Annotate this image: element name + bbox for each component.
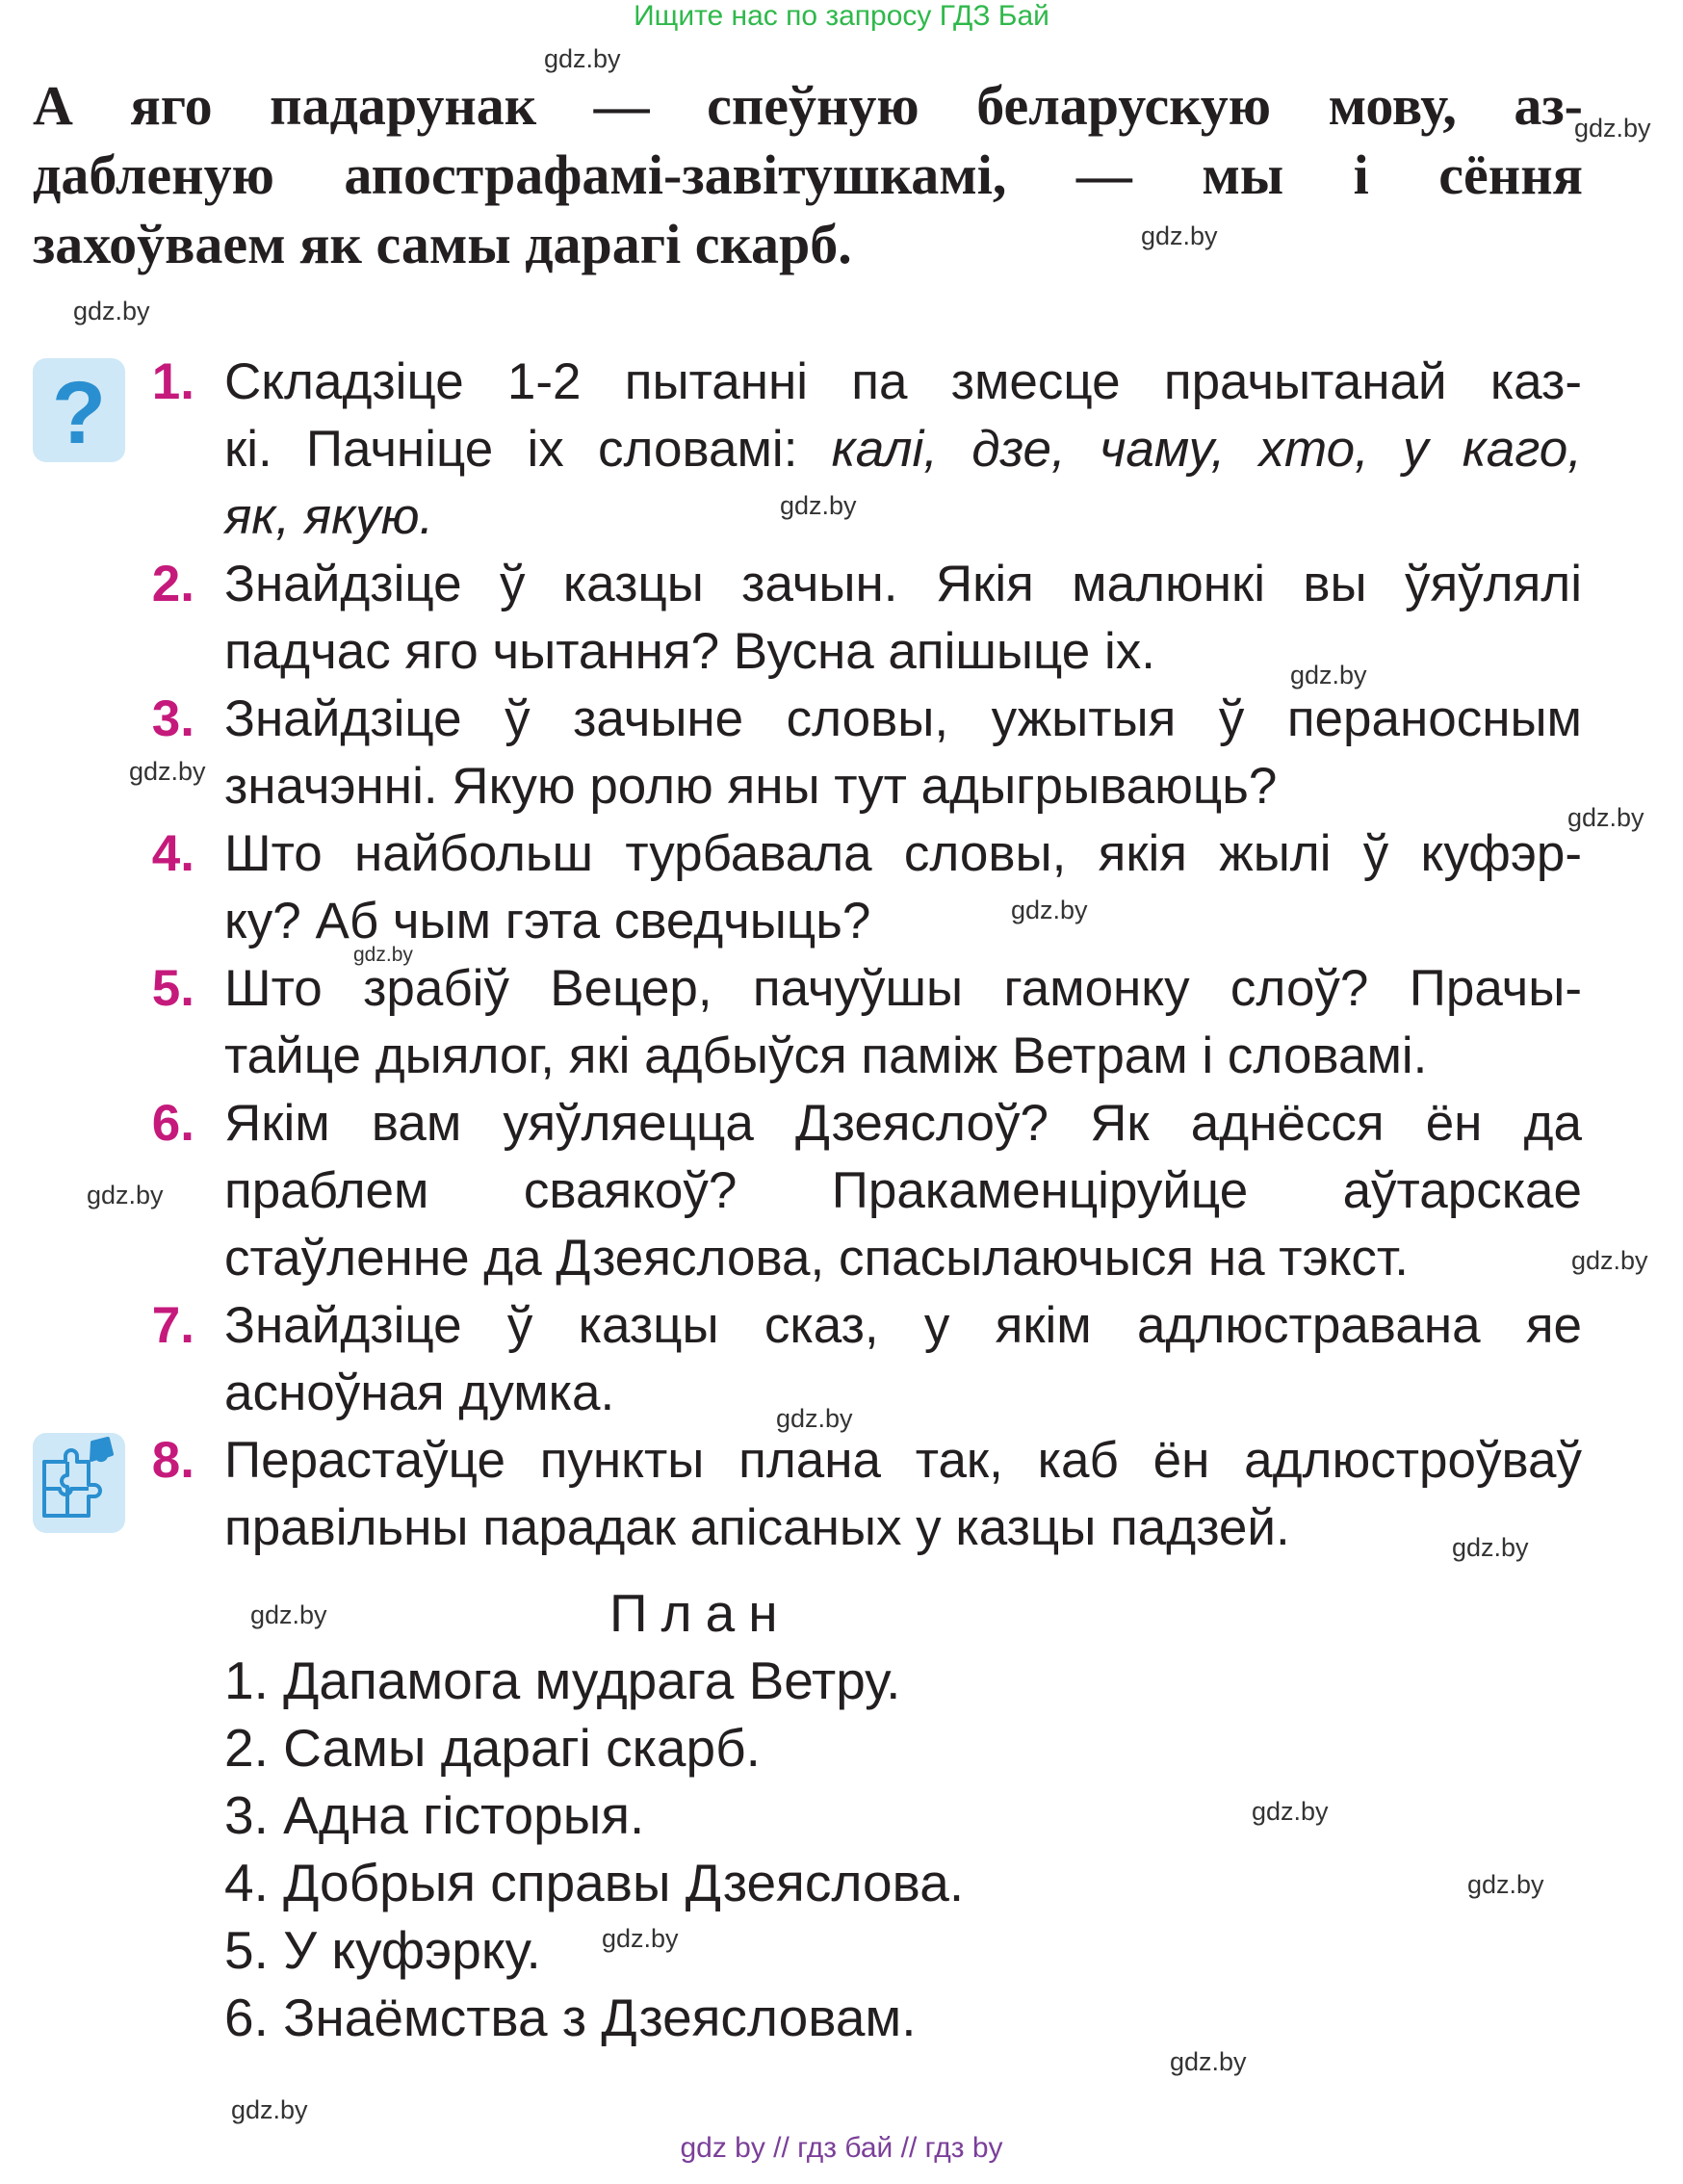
watermark: gdz.by bbox=[87, 1181, 164, 1209]
intro-line-3: захоўваем як самы дарагі скарб. bbox=[33, 213, 852, 275]
question-1-line-3 bbox=[224, 483, 1582, 551]
question-5-line-1: Што зрабіў Вецер, пачуўшы гамонку слоў? Прачы- bbox=[224, 960, 1582, 1017]
watermark: gdz.by bbox=[544, 44, 621, 73]
question-7-line-1: Знайдзіце ў казцы сказ, у якім адлюстравана яе bbox=[224, 1297, 1582, 1354]
watermark: gdz.by bbox=[776, 1404, 853, 1433]
plan-item-6: 6. Знаёмства з Дзеясловам. bbox=[224, 1988, 917, 2047]
watermark: gdz.by bbox=[1290, 661, 1367, 689]
question-number-8: 8. bbox=[151, 1432, 194, 1489]
footer-links: gdz by // гдз бай // гдз by bbox=[680, 2132, 1003, 2164]
question-6-line-2: праблем сваякоў? Пракаменціруйце аўтарскае bbox=[224, 1162, 1582, 1219]
watermark: gdz.by bbox=[129, 757, 206, 786]
watermark: gdz.by bbox=[1011, 896, 1088, 924]
question-number-6: 6. bbox=[151, 1095, 194, 1152]
question-icon bbox=[33, 358, 125, 462]
question-2-line-1: Знайдзіце ў казцы зачын. Якія малюнкі вы ўяўлялі bbox=[224, 556, 1582, 612]
question-4-line-2: ку? Аб чым гэта сведчыць? bbox=[224, 893, 871, 949]
watermark: gdz.by bbox=[231, 2095, 308, 2124]
watermark: gdz.by bbox=[1567, 803, 1644, 832]
intro-line-2: дабленую апострафамі-завітушкамі, — мы і сёння bbox=[33, 143, 1583, 206]
question-4-line-1: Што найбольш турбавала словы, якія жылі ў куфэр- bbox=[224, 825, 1582, 882]
watermark: gdz.by bbox=[250, 1600, 327, 1629]
watermark: gdz.by bbox=[1252, 1797, 1329, 1826]
top-banner: Ищите нас по запросу ГДЗ Бай bbox=[634, 0, 1049, 32]
plan-item-1: 1. Дапамога мудрага Ветру. bbox=[224, 1651, 901, 1710]
watermark: gdz.by bbox=[73, 297, 150, 325]
question-6-line-3: стаўленне да Дзеяслова, спасылаючыся на тэкст. bbox=[224, 1230, 1410, 1287]
question-number-2: 2. bbox=[151, 556, 194, 612]
question-3-line-2: значэнні. Якую ролю яны тут адыгрываюць? bbox=[224, 758, 1278, 815]
plan-item-3: 3. Адна гісторыя. bbox=[224, 1785, 645, 1845]
watermark: gdz.by bbox=[780, 491, 857, 520]
question-6-line-1: Якім вам уяўляецца Дзеяслоў? Як аднёсся ён да bbox=[224, 1095, 1582, 1152]
question-1-line-1: Складзіце 1-2 пытанні па змесце прачытанай каз- bbox=[224, 353, 1582, 410]
question-2-line-2: падчас яго чытання? Вусна апішыце іх. bbox=[224, 623, 1155, 680]
watermark: gdz.by bbox=[602, 1924, 679, 1953]
watermark: gdz.by bbox=[1141, 221, 1218, 250]
puzzle-icon bbox=[33, 1433, 125, 1533]
question-8-line-1: Перастаўце пункты плана так, каб ён адлюстроўваў bbox=[224, 1432, 1582, 1489]
question-1-line-2 bbox=[224, 416, 1582, 483]
question-1-italic-words: калі, дзе, чаму, хто, у каго, bbox=[831, 421, 1582, 478]
question-3-line-1: Знайдзіце ў зачыне словы, ужытыя ў пераносным bbox=[224, 690, 1582, 747]
watermark: gdz.by bbox=[1170, 2047, 1247, 2076]
plan-item-4: 4. Добрыя справы Дзеяслова. bbox=[224, 1853, 965, 1912]
question-number-4: 4. bbox=[151, 825, 194, 882]
watermark: gdz.by bbox=[1574, 114, 1651, 143]
question-5-line-2: тайце дыялог, які адбыўся паміж Ветрам і словамі. bbox=[224, 1027, 1428, 1084]
intro-line-1: А яго падарунак — спеўную беларускую мову, аз- bbox=[33, 74, 1583, 137]
question-number-1: 1. bbox=[151, 353, 194, 410]
watermark: gdz.by bbox=[353, 944, 413, 966]
question-7-line-2: асноўная думка. bbox=[224, 1365, 615, 1421]
plan-item-5: 5. У куфэрку. bbox=[224, 1920, 541, 1980]
watermark: gdz.by bbox=[1467, 1870, 1544, 1899]
question-number-5: 5. bbox=[151, 960, 194, 1017]
question-1-line-3-italic: як, якую. bbox=[224, 488, 434, 545]
plan-title: План bbox=[609, 1583, 791, 1643]
svg-text:?: ? bbox=[51, 364, 107, 462]
plan-item-2: 2. Самы дарагі скарб. bbox=[224, 1718, 761, 1778]
question-8-line-2: правільны парадак апісаных у казцы падзей. bbox=[224, 1499, 1290, 1556]
watermark: gdz.by bbox=[1452, 1533, 1529, 1562]
question-number-3: 3. bbox=[151, 690, 194, 747]
watermark: gdz.by bbox=[1571, 1246, 1648, 1275]
question-number-7: 7. bbox=[151, 1297, 194, 1354]
question-1-line-2-text: кі. Пачніце іх словамі: bbox=[224, 421, 798, 478]
